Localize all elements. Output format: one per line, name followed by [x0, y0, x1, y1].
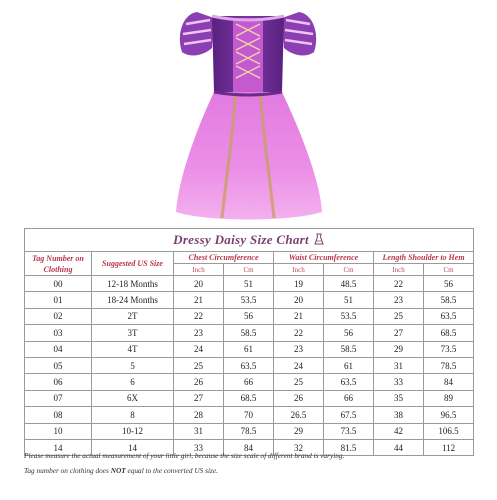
cell-length-inch: 31 — [374, 357, 424, 373]
header-us-size: Suggested US Size — [92, 252, 174, 276]
table-row — [25, 325, 474, 341]
tag-note-not: NOT — [110, 466, 126, 475]
table-row — [25, 292, 474, 308]
size-chart — [24, 228, 473, 456]
unit-inch: Inch — [374, 264, 424, 276]
cell-tag-number: 04 — [25, 341, 92, 357]
table-row — [25, 276, 474, 292]
cell-waist-inch: 19 — [274, 276, 324, 292]
table-row — [25, 357, 474, 373]
cell-chest-cm: 56 — [224, 308, 274, 324]
chart-title-cell — [25, 229, 474, 252]
cell-waist-inch: 20 — [274, 292, 324, 308]
cell-tag-number: 01 — [25, 292, 92, 308]
cell-tag-number: 03 — [25, 325, 92, 341]
cell-length-cm: 56 — [424, 276, 474, 292]
chart-title: Dressy Daisy Size Chart — [173, 232, 309, 247]
cell-length-cm: 96.5 — [424, 407, 474, 423]
cell-waist-cm: 73.5 — [324, 423, 374, 439]
cell-us-size: 8 — [92, 407, 174, 423]
cell-length-inch: 38 — [374, 407, 424, 423]
header-chest: Chest Circumference — [174, 252, 274, 264]
cell-length-inch: 33 — [374, 374, 424, 390]
cell-tag-number: 02 — [25, 308, 92, 324]
cell-chest-inch: 31 — [174, 423, 224, 439]
cell-waist-cm: 58.5 — [324, 341, 374, 357]
cell-us-size: 12-18 Months — [92, 276, 174, 292]
cell-chest-inch: 28 — [174, 407, 224, 423]
cell-length-cm: 58.5 — [424, 292, 474, 308]
cell-length-cm: 84 — [424, 374, 474, 390]
measure-note: Please measure the actual measurement of your little girl, because the size scale of different brand is varying. — [24, 451, 345, 460]
tag-note-pre: Tag number on clothing does — [24, 466, 111, 475]
cell-length-inch: 22 — [374, 276, 424, 292]
cell-waist-inch: 24 — [274, 357, 324, 373]
cell-length-cm: 89 — [424, 390, 474, 406]
cell-waist-cm: 48.5 — [324, 276, 374, 292]
cell-tag-number: 08 — [25, 407, 92, 423]
cell-tag-number: 06 — [25, 374, 92, 390]
cell-us-size: 3T — [92, 325, 174, 341]
cell-length-cm: 106.5 — [424, 423, 474, 439]
cell-us-size: 14 — [92, 439, 174, 455]
cell-waist-inch: 23 — [274, 341, 324, 357]
cell-length-inch: 25 — [374, 308, 424, 324]
header-waist: Waist Circumference — [274, 252, 374, 264]
unit-inch: Inch — [174, 264, 224, 276]
cell-chest-inch: 33 — [174, 439, 224, 455]
dress-illustration — [0, 0, 497, 228]
cell-chest-cm: 53.5 — [224, 292, 274, 308]
cell-chest-inch: 21 — [174, 292, 224, 308]
cell-chest-inch: 20 — [174, 276, 224, 292]
table-row — [25, 407, 474, 423]
cell-chest-cm: 84 — [224, 439, 274, 455]
cell-waist-cm: 66 — [324, 390, 374, 406]
cell-us-size: 18-24 Months — [92, 292, 174, 308]
cell-length-cm: 63.5 — [424, 308, 474, 324]
cell-waist-inch: 25 — [274, 374, 324, 390]
table-row — [25, 341, 474, 357]
cell-us-size: 4T — [92, 341, 174, 357]
cell-waist-cm: 56 — [324, 325, 374, 341]
cell-chest-inch: 25 — [174, 357, 224, 373]
cell-waist-inch: 21 — [274, 308, 324, 324]
cell-chest-cm: 58.5 — [224, 325, 274, 341]
cell-chest-inch: 27 — [174, 390, 224, 406]
cell-chest-inch: 22 — [174, 308, 224, 324]
cell-chest-cm: 68.5 — [224, 390, 274, 406]
cell-length-cm: 112 — [424, 439, 474, 455]
cell-chest-cm: 70 — [224, 407, 274, 423]
cell-chest-cm: 78.5 — [224, 423, 274, 439]
unit-cm: Cm — [224, 264, 274, 276]
unit-cm: Cm — [424, 264, 474, 276]
cell-waist-inch: 32 — [274, 439, 324, 455]
cell-tag-number: 05 — [25, 357, 92, 373]
cell-chest-inch: 23 — [174, 325, 224, 341]
cell-length-inch: 44 — [374, 439, 424, 455]
dress-product-image — [0, 0, 497, 228]
cell-length-inch: 29 — [374, 341, 424, 357]
cell-waist-cm: 63.5 — [324, 374, 374, 390]
cell-length-cm: 73.5 — [424, 341, 474, 357]
cell-waist-cm: 81.5 — [324, 439, 374, 455]
cell-waist-cm: 61 — [324, 357, 374, 373]
cell-length-cm: 78.5 — [424, 357, 474, 373]
header-length: Length Shoulder to Hem — [374, 252, 474, 264]
cell-chest-cm: 51 — [224, 276, 274, 292]
cell-length-cm: 68.5 — [424, 325, 474, 341]
cell-tag-number: 07 — [25, 390, 92, 406]
cell-us-size: 2T — [92, 308, 174, 324]
cell-waist-inch: 26 — [274, 390, 324, 406]
table-row — [25, 308, 474, 324]
cell-waist-cm: 53.5 — [324, 308, 374, 324]
cell-chest-inch: 24 — [174, 341, 224, 357]
cell-us-size: 5 — [92, 357, 174, 373]
cell-waist-inch: 22 — [274, 325, 324, 341]
table-row — [25, 390, 474, 406]
table-row — [25, 374, 474, 390]
cell-chest-inch: 26 — [174, 374, 224, 390]
cell-chest-cm: 61 — [224, 341, 274, 357]
cell-waist-cm: 51 — [324, 292, 374, 308]
header-tag-number: Tag Number on Clothing — [25, 252, 92, 276]
cell-waist-cm: 67.5 — [324, 407, 374, 423]
size-rows — [25, 276, 474, 456]
cell-tag-number: 10 — [25, 423, 92, 439]
tag-note-post: equal to the converted US size. — [125, 466, 218, 475]
cell-length-inch: 23 — [374, 292, 424, 308]
cell-us-size: 10-12 — [92, 423, 174, 439]
cell-length-inch: 42 — [374, 423, 424, 439]
cell-us-size: 6 — [92, 374, 174, 390]
dress-icon — [313, 233, 325, 245]
cell-tag-number: 00 — [25, 276, 92, 292]
size-chart-table — [24, 228, 474, 456]
cell-length-inch: 27 — [374, 325, 424, 341]
cell-chest-cm: 66 — [224, 374, 274, 390]
cell-chest-cm: 63.5 — [224, 357, 274, 373]
table-row — [25, 423, 474, 439]
cell-waist-inch: 29 — [274, 423, 324, 439]
unit-cm: Cm — [324, 264, 374, 276]
cell-us-size: 6X — [92, 390, 174, 406]
tag-note — [24, 466, 218, 475]
cell-length-inch: 35 — [374, 390, 424, 406]
cell-waist-inch: 26.5 — [274, 407, 324, 423]
unit-inch: Inch — [274, 264, 324, 276]
cell-tag-number: 14 — [25, 439, 92, 455]
